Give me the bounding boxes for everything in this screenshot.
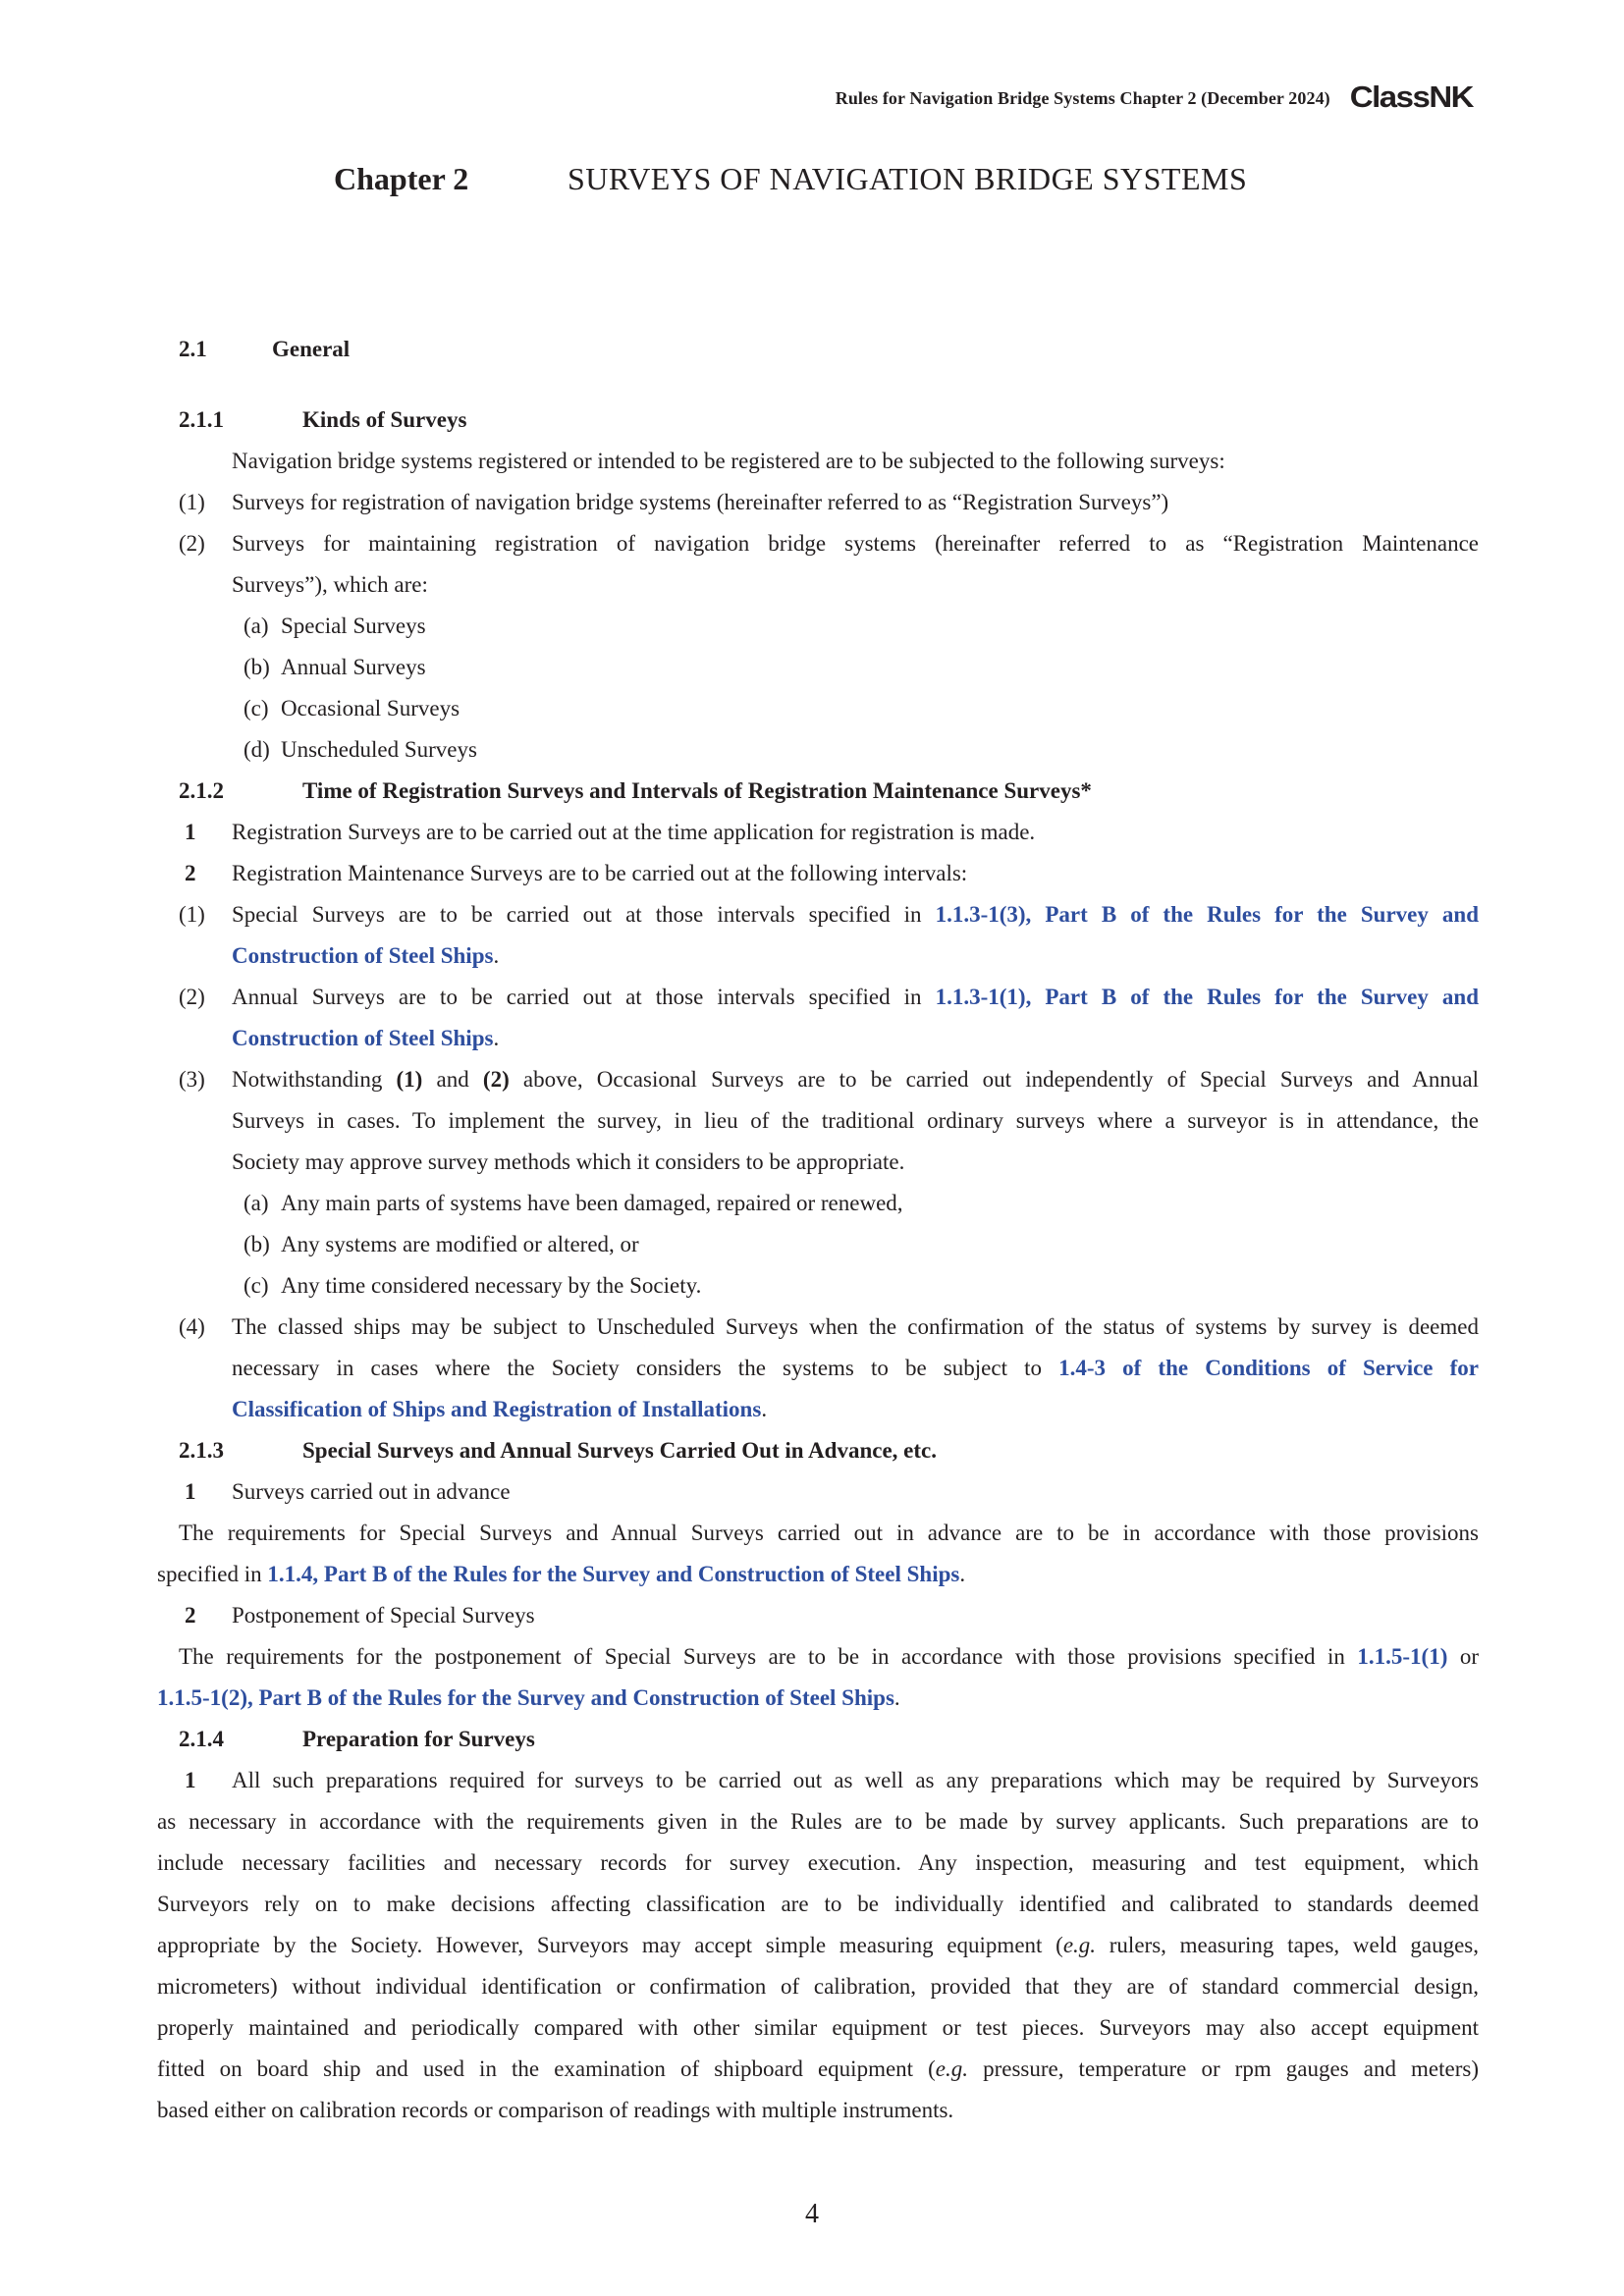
- paragraph-line: as necessary in accordance with the requirements given in the Rules are to be made by survey applicants. Such preparations are to: [157, 1809, 1479, 1834]
- paragraph-line: The requirements for Special Surveys and Annual Surveys carried out in advance are to be in accordance with those provisions: [179, 1521, 1479, 1545]
- paragraph-line: 1.1.5-1(2), Part B of the Rules for the Survey and Construction of Steel Ships.: [157, 1685, 900, 1710]
- paragraph-line: fitted on board ship and used in the examination of shipboard equipment (e.g. pressure, temperature or rpm gauges and meters): [157, 2056, 1479, 2081]
- sub-list-item: (a) Special Surveys: [244, 614, 426, 638]
- list-item-continuation: Construction of Steel Ships.: [232, 943, 500, 968]
- numbered-paragraph: 1 All such preparations required for surveys to be carried out as well as any preparations which may be required by Surveyors: [185, 1768, 1479, 1792]
- chapter-title: SURVEYS OF NAVIGATION BRIDGE SYSTEMS: [568, 161, 1248, 196]
- paragraph-line: include necessary facilities and necessary records for survey execution. Any inspection, measuring and test equipment, which: [157, 1850, 1479, 1875]
- paragraph-line: The requirements for the postponement of Special Surveys are to be in accordance with those provisions specified in 1.1.5-1(1) or: [179, 1644, 1479, 1669]
- rule-reference-link[interactable]: 1.1.5-1(1): [1357, 1644, 1448, 1669]
- sub-list-item: (a) Any main parts of systems have been damaged, repaired or renewed,: [244, 1191, 903, 1215]
- paragraph-line: micrometers) without individual identification or confirmation of calibration, provided that they are of standard commercial design,: [157, 1974, 1479, 1999]
- subsection-title: Preparation for Surveys: [302, 1727, 535, 1751]
- list-item: (2) Annual Surveys are to be carried out at those intervals specified in 1.1.3-1(1), Part B of the Rules for the Survey and: [179, 985, 1479, 1009]
- list-item: (1) Special Surveys are to be carried out at those intervals specified in 1.1.3-1(3), Part B of the Rules for the Survey and: [179, 902, 1479, 927]
- list-item-continuation: Classification of Ships and Registration of Installations.: [232, 1397, 768, 1421]
- subsection-heading: [157, 771, 1479, 812]
- page-number: 4: [805, 2199, 819, 2229]
- rule-reference-link[interactable]: 1.1.3-1(1), Part B of the Rules for the Survey and: [935, 985, 1479, 1009]
- rule-reference-link[interactable]: Construction of Steel Ships: [232, 943, 494, 968]
- sub-list-item: (c) Occasional Surveys: [244, 696, 460, 721]
- rule-reference-link[interactable]: 1.4-3 of the Conditions of Service for: [1058, 1356, 1479, 1380]
- list-item: (1) Surveys for registration of navigation bridge systems (hereinafter referred to as “Registration Surveys”): [179, 490, 1169, 514]
- paragraph-line: based either on calibration records or comparison of readings with multiple instruments.: [157, 2098, 954, 2122]
- numbered-paragraph: 2 Postponement of Special Surveys: [185, 1603, 535, 1628]
- subsection-heading: [157, 1430, 1479, 1471]
- subsection-title: Special Surveys and Annual Surveys Carried Out in Advance, etc.: [302, 1438, 937, 1463]
- section-title: General: [272, 337, 351, 361]
- subsection-number: 2.1.2: [179, 778, 224, 803]
- rule-reference-link[interactable]: 1.1.5-1(2), Part B of the Rules for the Survey and Construction of Steel Ships: [157, 1685, 894, 1710]
- paragraph-line: appropriate by the Society. However, Surveyors may accept simple measuring equipment (e.g. rulers, measuring tapes, weld gauges,: [157, 1933, 1479, 1957]
- subsection-number: 2.1.1: [179, 407, 224, 432]
- numbered-paragraph: 1 Surveys carried out in advance: [185, 1479, 511, 1504]
- rule-reference-link[interactable]: 1.1.4, Part B of the Rules for the Survey and Construction of Steel Ships: [267, 1562, 960, 1586]
- running-title: Rules for Navigation Bridge Systems Chapter 2 (December 2024): [835, 88, 1330, 108]
- rule-reference-link[interactable]: 1.1.3-1(3), Part B of the Rules for the Survey and: [935, 902, 1479, 927]
- paragraph-line: properly maintained and periodically compared with other similar equipment or test pieces. Surveyors may also accept equipment: [157, 2015, 1479, 2040]
- sub-list-item: (b) Annual Surveys: [244, 655, 426, 679]
- rule-reference-link[interactable]: Classification of Ships and Registration of Installations: [232, 1397, 762, 1421]
- numbered-paragraph: 1 Registration Surveys are to be carried out at the time application for registration is made.: [185, 820, 1036, 844]
- sub-list-item: (b) Any systems are modified or altered, or: [244, 1232, 639, 1256]
- running-header: [0, 79, 1473, 116]
- classnk-logo: ClassNK: [1349, 80, 1473, 114]
- list-item-continuation: necessary in cases where the Society considers the systems to be subject to 1.4-3 of the Conditions of Service for: [232, 1356, 1479, 1380]
- subsection-heading: [157, 400, 1479, 441]
- section-heading: [157, 329, 1479, 370]
- subsection-title: Time of Registration Surveys and Intervals of Registration Maintenance Surveys*: [302, 778, 1092, 803]
- paragraph-line: specified in 1.1.4, Part B of the Rules for the Survey and Construction of Steel Ships.: [157, 1562, 966, 1586]
- list-item-continuation: Surveys”), which are:: [232, 572, 428, 597]
- numbered-paragraph: 2 Registration Maintenance Surveys are to be carried out at the following intervals:: [185, 861, 968, 885]
- list-item-continuation: Construction of Steel Ships.: [232, 1026, 500, 1050]
- rule-reference-link[interactable]: Construction of Steel Ships: [232, 1026, 494, 1050]
- page-body: [157, 329, 1479, 2131]
- list-item: (2) Surveys for maintaining registration of navigation bridge systems (hereinafter referred to as “Registration Maintenance: [179, 531, 1479, 556]
- list-item-continuation: Society may approve survey methods which it considers to be appropriate.: [232, 1149, 905, 1174]
- sub-list-item: (d) Unscheduled Surveys: [244, 737, 477, 762]
- subsection-heading: [157, 1719, 1479, 1760]
- sub-list-item: (c) Any time considered necessary by the Society.: [244, 1273, 702, 1298]
- list-item-continuation: Surveys in cases. To implement the survey, in lieu of the traditional ordinary surveys where a surveyor is in attendance, the: [232, 1108, 1479, 1133]
- list-item: (3) Notwithstanding (1) and (2) above, Occasional Surveys are to be carried out independently of Special Surveys and Annual: [179, 1067, 1479, 1092]
- section-number: 2.1: [179, 337, 207, 361]
- list-item: (4) The classed ships may be subject to Unscheduled Surveys when the confirmation of the status of systems by survey is deemed: [179, 1314, 1479, 1339]
- subsection-title: Kinds of Surveys: [302, 407, 467, 432]
- subsection-number: 2.1.3: [179, 1438, 224, 1463]
- paragraph-line: Navigation bridge systems registered or intended to be registered are to be subjected to the following surveys:: [232, 449, 1225, 473]
- chapter-number: Chapter 2: [334, 161, 469, 196]
- subsection-number: 2.1.4: [179, 1727, 224, 1751]
- paragraph-line: Surveyors rely on to make decisions affecting classification are to be individually identified and calibrated to standards deemed: [157, 1892, 1479, 1916]
